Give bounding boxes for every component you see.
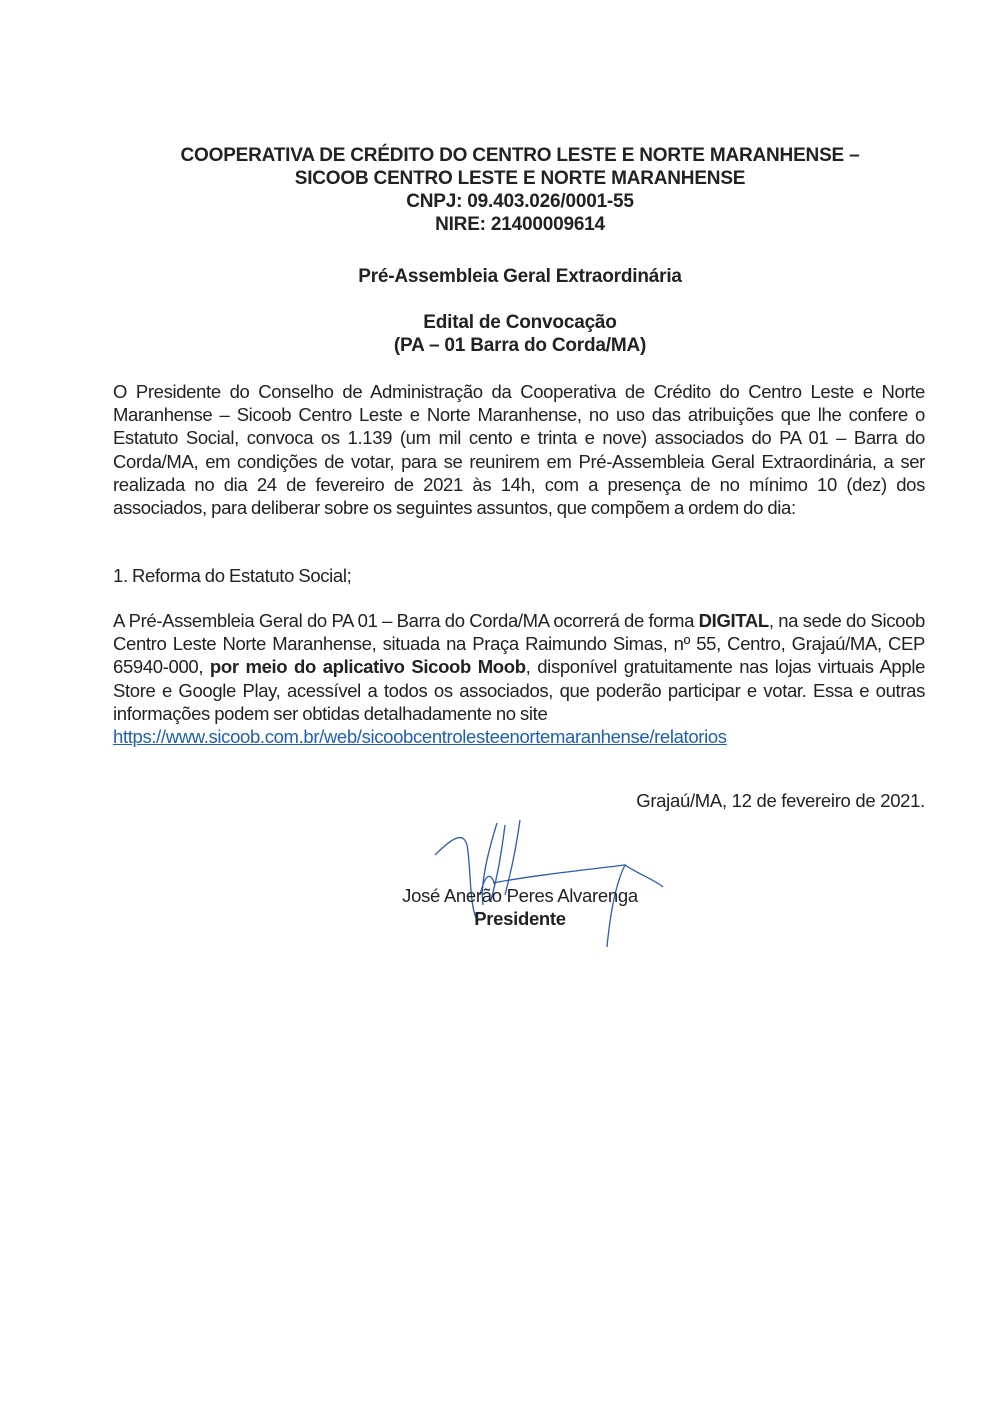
meeting-details-paragraph <box>113 609 925 748</box>
bold-text: por meio do aplicativo Sicoob Moob <box>209 656 526 678</box>
document-subtitle: Edital de Convocação <box>423 312 617 333</box>
place-and-date: Grajaú/MA, 12 de fevereiro de 2021. <box>636 790 925 811</box>
convocation-paragraph: O Presidente do Conselho de Administração da Cooperativa de Crédito do Centro Leste e Norte Maranhense – Sicoob Centro Leste e Norte Maranhense, no uso das atribuições que lhe confere o Estatuto Social, convoca os 1.139 (um mil cento e trinta e nove) associados do PA 01 – Barra do Corda/MA, em condições de votar, para se reunirem em Pré-Assembleia Geral Extraordinária, a ser realizada no dia 24 de fevereiro de 2021 às 14h, com a presença de no mínimo 10 (dez) dos associados, para deliberar sobre os seguintes assuntos, que compõem a ordem do dia: <box>113 381 925 519</box>
nire: NIRE: 21400009614 <box>435 214 605 235</box>
text: A Pré-Assembleia Geral do PA 01 – Barra do Corda/MA ocorrerá de forma <box>113 610 699 631</box>
signatory-role: Presidente <box>474 908 566 929</box>
document-subtitle-pa: (PA – 01 Barra do Corda/MA) <box>393 335 647 356</box>
text: , na sede do Sicoob Centro Leste Norte Maranhense, situada na Praça Raimundo Simas, nº 55, Centro, Grajaú/MA, CEP 65940-000, <box>113 610 925 678</box>
cooperative-name-line1: COOPERATIVA DE CRÉDITO DO CENTRO LESTE E NORTE MARANHENSE – <box>180 145 860 166</box>
cooperative-name-line2: SICOOB CENTRO LESTE E NORTE MARANHENSE <box>294 168 746 189</box>
bold-text: DIGITAL <box>698 610 769 631</box>
signatory-name: José Anerão Peres Alvarenga <box>402 885 638 906</box>
agenda-item: 1. Reforma do Estatuto Social; <box>113 565 352 586</box>
text: , disponível gratuitamente nas lojas virtuais Apple Store e Google Play, acessível a todos os associados, que poderão participar e votar. Essa e outras informações podem ser obtidas detalhadamente no site <box>113 656 926 724</box>
cnpj: CNPJ: 09.403.026/0001-55 <box>406 191 634 212</box>
document-title: Pré-Assembleia Geral Extraordinária <box>358 266 682 287</box>
reports-link[interactable]: https://www.sicoob.com.br/web/sicoobcentrolesteenortemaranhense/relatorios <box>113 726 727 748</box>
